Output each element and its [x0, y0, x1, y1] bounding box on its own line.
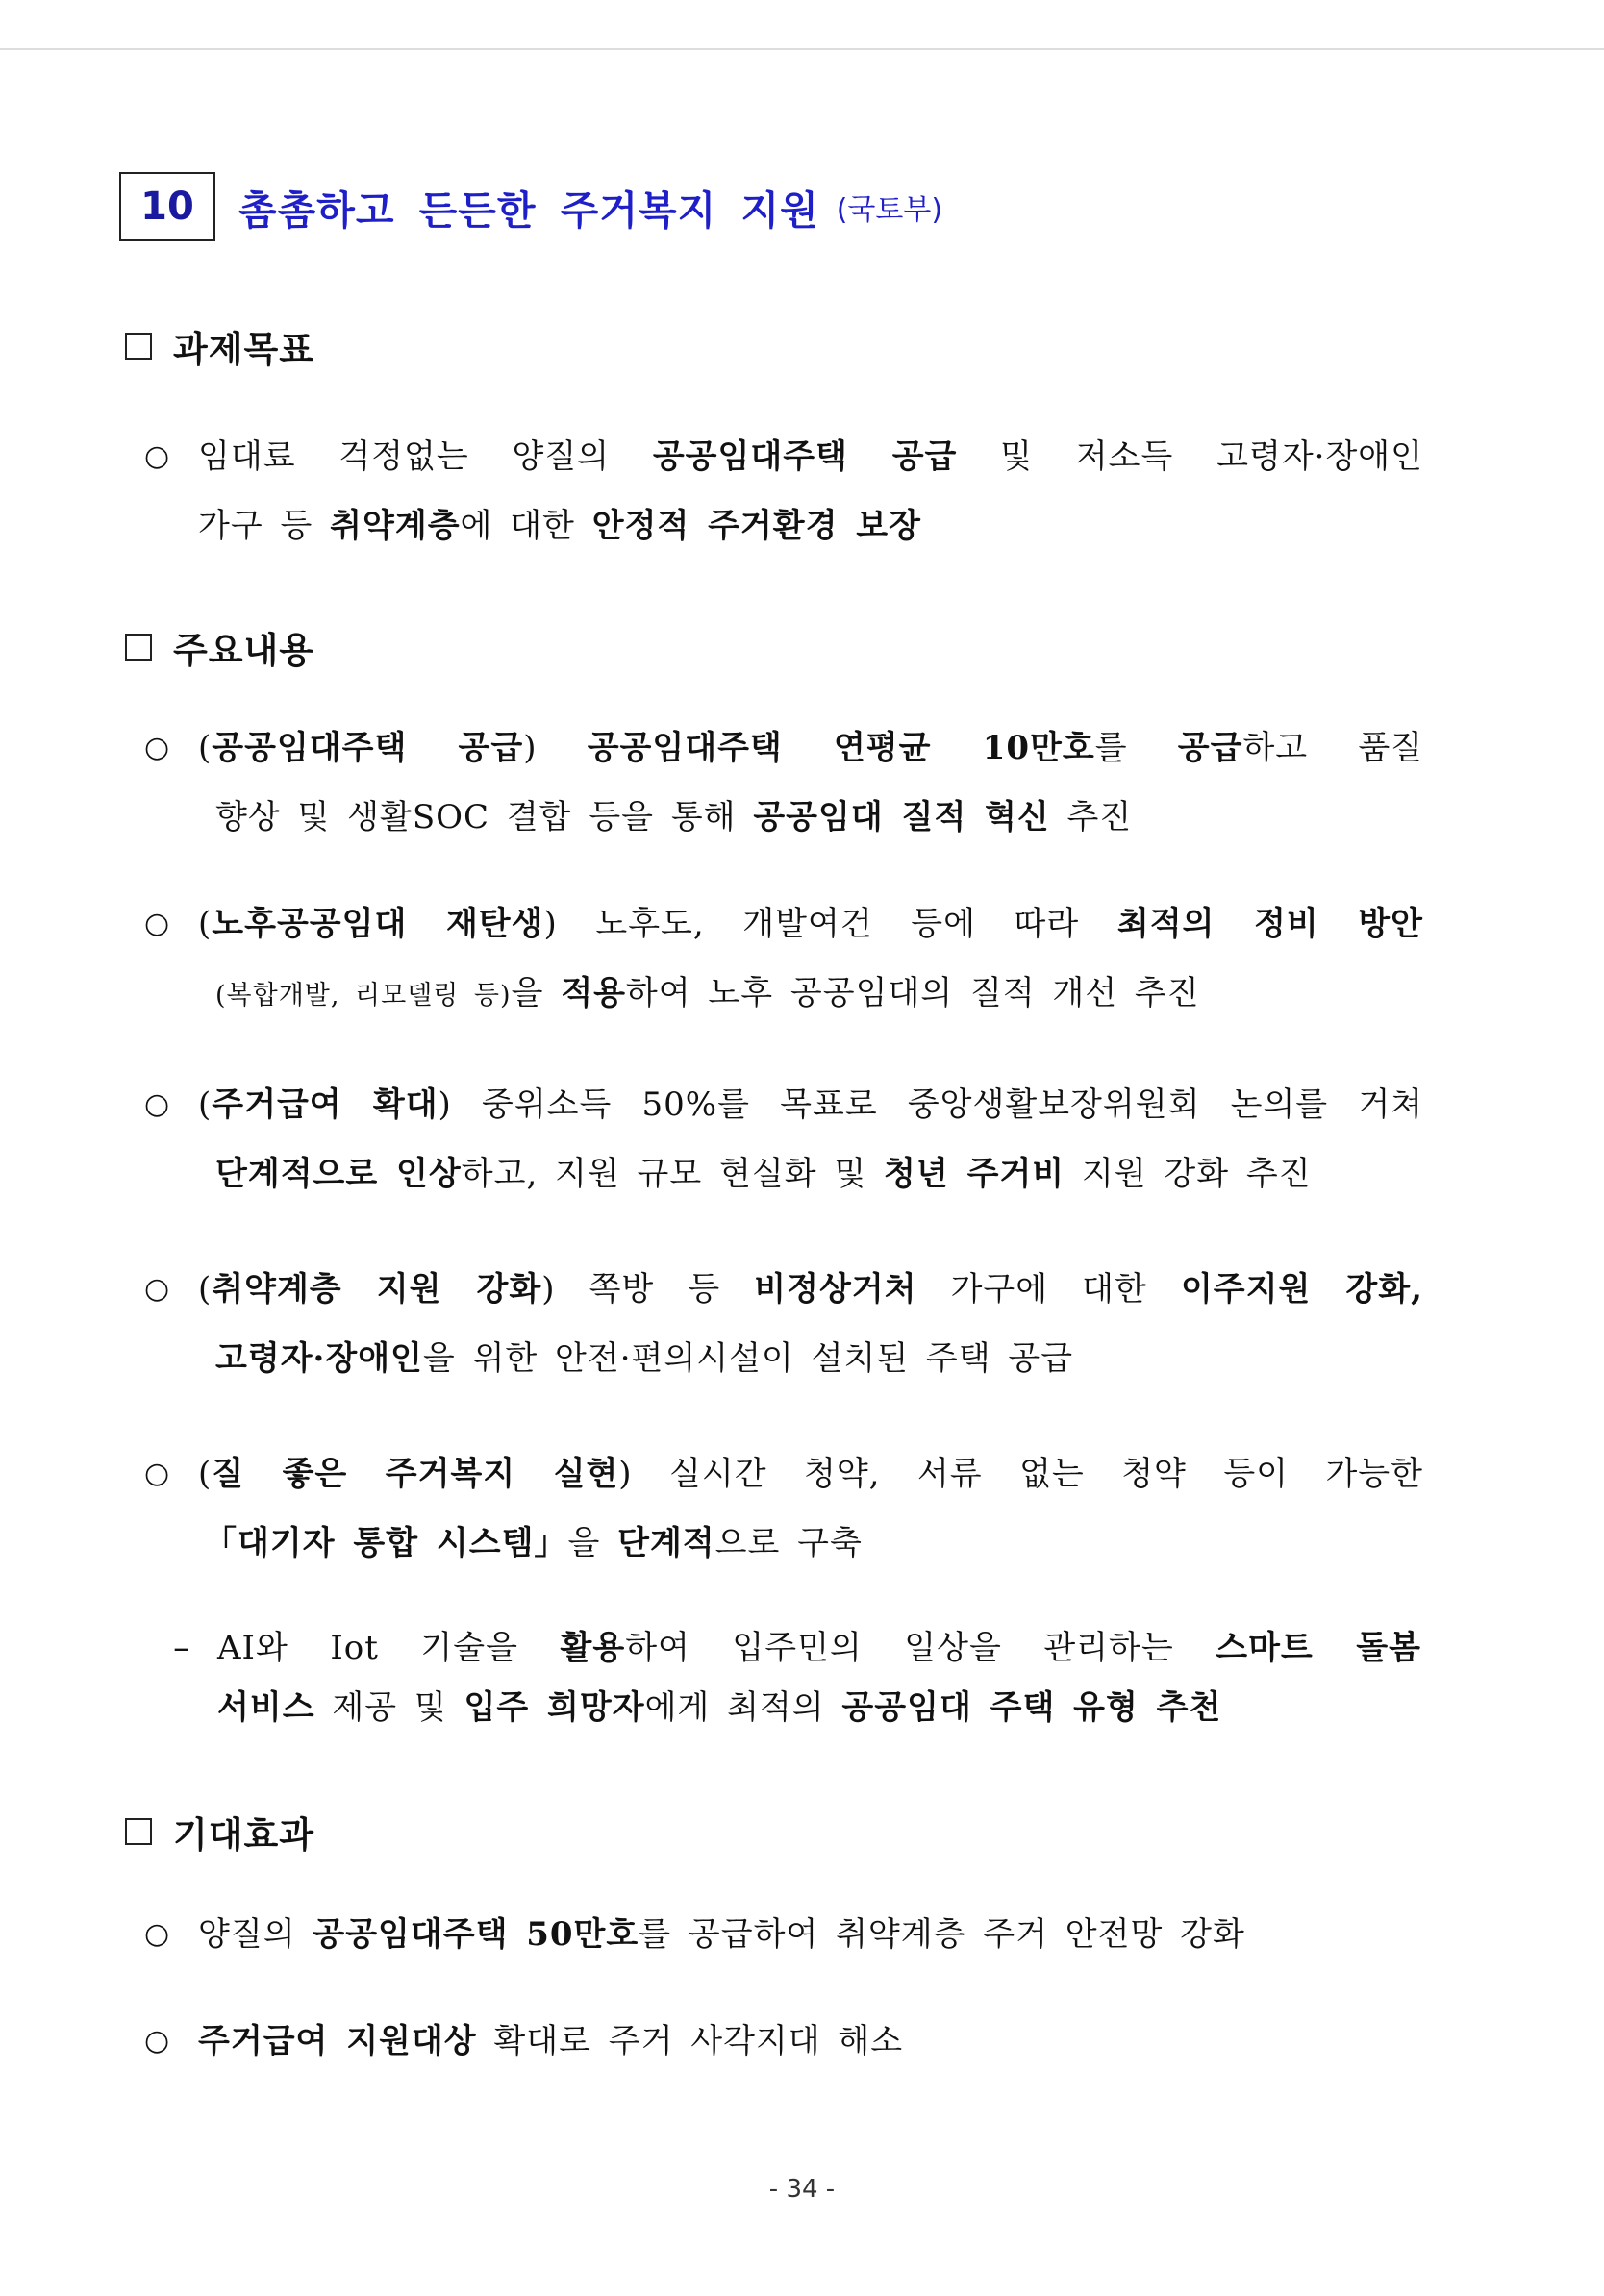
content-item-1: ○ (공공임대주택 공급) 공공임대주택 연평균 10만호를 공급하고 품질 향상 및 생활SOC 결합 등을 통해 공공임대 질적 혁신 추진: [144, 713, 1423, 852]
circle-bullet-icon: ○: [144, 1917, 170, 1951]
circle-bullet-icon: ○: [144, 1457, 170, 1490]
square-bullet-icon: [125, 634, 152, 661]
content-item-4: ○ (취약계층 지원 강화) 쪽방 등 비정상거처 가구에 대한 이주지원 강화, 고령자·장애인을 위한 안전·편의시설이 설치된 주택 공급: [144, 1255, 1423, 1393]
page-number: - 34 -: [768, 2175, 836, 2204]
square-bullet-icon: [125, 1818, 152, 1845]
dash-bullet-icon: –: [173, 1629, 189, 1667]
effect-item-1: ○ 양질의 공공임대주택 50만호를 공급하여 취약계층 주거 안전망 강화: [144, 1900, 1423, 1969]
content-sub-item: – AI와 Iot 기술을 활용하여 입주민의 일상을 관리하는 스마트 돌봄 서비스 제공 및 입주 희망자에게 최적의 공공임대 주택 유형 추천: [173, 1618, 1421, 1737]
goal-heading-label: 과제목표: [173, 329, 314, 370]
effect-heading-label: 기대효과: [173, 1814, 314, 1856]
content-item-2: ○ (노후공공임대 재탄생) 노후도, 개발여건 등에 따라 최적의 정비 방안 (복합개발, 리모델링 등)을 적용하여 노후 공공임대의 질적 개선 추진: [144, 889, 1423, 1031]
title-ministry: (국토부): [836, 193, 943, 227]
circle-bullet-icon: ○: [144, 439, 170, 473]
square-bullet-icon: [125, 333, 152, 360]
circle-bullet-icon: ○: [144, 1087, 170, 1121]
circle-bullet-icon: ○: [144, 1272, 170, 1306]
content-item-5: ○ (질 좋은 주거복지 실현) 실시간 청약, 서류 없는 청약 등이 가능한 「대기자 통합 시스템」을 단계적으로 구축: [144, 1439, 1423, 1578]
effect-item-2: ○ 주거급여 지원대상 확대로 주거 사각지대 해소: [144, 2007, 1423, 2076]
circle-bullet-icon: ○: [144, 907, 170, 940]
section-title: [119, 170, 942, 243]
content-item-3: ○ (주거급여 확대) 중위소득 50%를 목표로 중앙생활보장위원회 논의를 거쳐 단계적으로 인상하고, 지원 규모 현실화 및 청년 주거비 지원 강화 추진: [144, 1070, 1423, 1209]
top-rule: [0, 48, 1604, 50]
content-heading: [125, 621, 314, 673]
title-number-box: 10: [119, 172, 215, 241]
title-text: 촘촘하고 든든한 주거복지 지원: [238, 187, 819, 234]
goal-item: ○ 임대료 걱정없는 양질의 공공임대주택 공급 및 저소득 고령자·장애인 가구 등 취약계층에 대한 안정적 주거환경 보장: [144, 422, 1423, 561]
content-heading-label: 주요내용: [173, 630, 314, 671]
effect-heading: [125, 1806, 314, 1858]
goal-heading: [125, 320, 314, 372]
circle-bullet-icon: ○: [144, 2024, 170, 2058]
circle-bullet-icon: ○: [144, 731, 170, 764]
